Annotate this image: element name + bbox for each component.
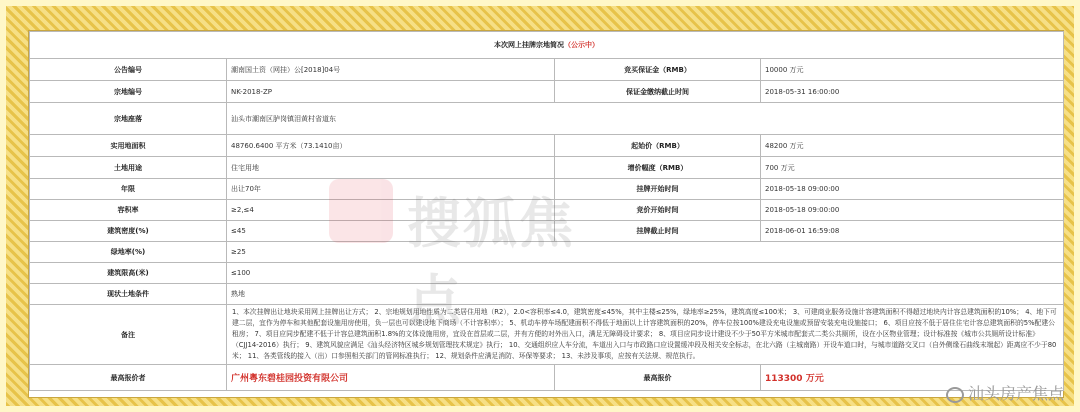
table-header <box>30 32 1064 59</box>
label-cell: 竞买保证金（RMB） <box>555 59 761 81</box>
value-cell: 汕头市潮南区胪岗镇泪黄村省道东 <box>227 103 1064 135</box>
credit-text: 汕头房产焦点 <box>967 384 1064 403</box>
bidder-value: 广州粤东碧桂园投资有限公司 <box>227 365 555 391</box>
table-row <box>30 284 1064 305</box>
source-credit <box>946 381 1064 404</box>
label-cell: 挂牌开始时间 <box>555 179 761 200</box>
label-cell: 实用地面积 <box>30 135 227 157</box>
label-cell: 挂牌截止时间 <box>555 221 761 242</box>
table-title: 本次网上挂牌宗地简况 <box>494 41 564 49</box>
label-cell: 宗地编号 <box>30 81 227 103</box>
table-row <box>30 242 1064 263</box>
value-cell: 潮南国土资（网挂）公[2018]04号 <box>227 59 555 81</box>
value-cell: 2018-05-18 09:00:00 <box>761 200 1064 221</box>
notes-label: 备注 <box>30 305 227 365</box>
info-panel <box>28 30 1064 398</box>
land-info-table <box>29 31 1064 391</box>
label-cell: 竞价开始时间 <box>555 200 761 221</box>
decorative-frame <box>6 6 1074 406</box>
wechat-icon <box>946 387 964 403</box>
price-value: 113300 万元 <box>761 365 1064 391</box>
value-cell: ≥25 <box>227 242 1064 263</box>
label-cell: 增价幅度（RMB） <box>555 157 761 179</box>
label-cell: 建筑密度(%) <box>30 221 227 242</box>
table-row <box>30 103 1064 135</box>
value-cell: 48760.6400 平方米（73.1410亩） <box>227 135 555 157</box>
table-row <box>30 200 1064 221</box>
label-cell: 保证金缴纳截止时间 <box>555 81 761 103</box>
value-cell: 700 万元 <box>761 157 1064 179</box>
value-cell: ≤100 <box>227 263 1064 284</box>
value-cell: ≤45 <box>227 221 555 242</box>
watermark-text: 搜狐焦点 <box>407 192 575 332</box>
value-cell: 10000 万元 <box>761 59 1064 81</box>
bidder-label: 最高报价者 <box>30 365 227 391</box>
label-cell: 现状土地条件 <box>30 284 227 305</box>
notes-row <box>30 305 1064 365</box>
label-cell: 建筑限高(米) <box>30 263 227 284</box>
label-cell: 宗地座落 <box>30 103 227 135</box>
table-row <box>30 157 1064 179</box>
value-cell: 住宅用地 <box>227 157 555 179</box>
value-cell: 48200 万元 <box>761 135 1064 157</box>
label-cell: 绿地率(%) <box>30 242 227 263</box>
table-row <box>30 221 1064 242</box>
table-row <box>30 59 1064 81</box>
value-cell: 2018-05-18 09:00:00 <box>761 179 1064 200</box>
table-row <box>30 179 1064 200</box>
value-cell: 2018-05-31 16:00:00 <box>761 81 1064 103</box>
table-row <box>30 135 1064 157</box>
status-label: （公示中） <box>564 41 599 49</box>
label-cell: 土地用途 <box>30 157 227 179</box>
table-row <box>30 81 1064 103</box>
label-cell: 公告编号 <box>30 59 227 81</box>
table-row <box>30 263 1064 284</box>
value-cell: 出让70年 <box>227 179 555 200</box>
label-cell: 起始价（RMB） <box>555 135 761 157</box>
price-label: 最高报价 <box>555 365 761 391</box>
notes-text: 1、本次挂牌出让地块采用网上挂牌出让方式； 2、宗地规划用地性质为二类居住用地（R2），2.0<容积率≤4.0，建筑密度≤45%，其中主楼≤25%，绿地率≥25%，建筑高度≤100米； 3、可建商业服务设施计容建筑面积不得超过地块内计容总建筑面积的10%； 4、地下可建二层，宜作为停车和其他配套设施用房使用，负一层也可以建设地下商场（不计容积率）； 5、机动车停车场配建面积不得低于地面以上计容建筑面积的20%，停车位按100%建设充电设施或预留安装充电设施接口； 6、项目应按不低于居住住宅计容总建筑面积的5%配建公租房； 7、项目应同步配建不低于计容总建筑面积1.8%的文体设施用房，宜设在首层或二层，并有方便的对外出入口，满足无障碍设计要求； 8、项目应同步设计建设不少于50平方米城市配套式二类公共厕所，设在小区物业管理；设计标准按《城市公共厕所设计标准》（CJJ14-2016）执行； 9、建筑风貌应满足《汕头经济特区城乡规划管理技术规定》执行； 10、交通组织应人车分流，车道出入口与市政路口应设置缓冲段及相关安全标志，在北六路（主城南路）开设车道口时，与城市道路交叉口（自外侧缘石曲线末端起）距离应不少于80米； 11、各类管线的接入（出）口参照相关部门的管网标准执行； 12、规划条件应满足消防、环保等要求； 13、未涉及事项，应按有关法规、规范执行。 <box>227 305 1064 365</box>
value-cell: 熟地 <box>227 284 1064 305</box>
label-cell: 年限 <box>30 179 227 200</box>
label-cell: 容积率 <box>30 200 227 221</box>
value-cell: NK-2018-ZP <box>227 81 555 103</box>
footer-row <box>30 365 1064 391</box>
value-cell: ≥2,≤4 <box>227 200 555 221</box>
value-cell: 2018-06-01 16:59:08 <box>761 221 1064 242</box>
